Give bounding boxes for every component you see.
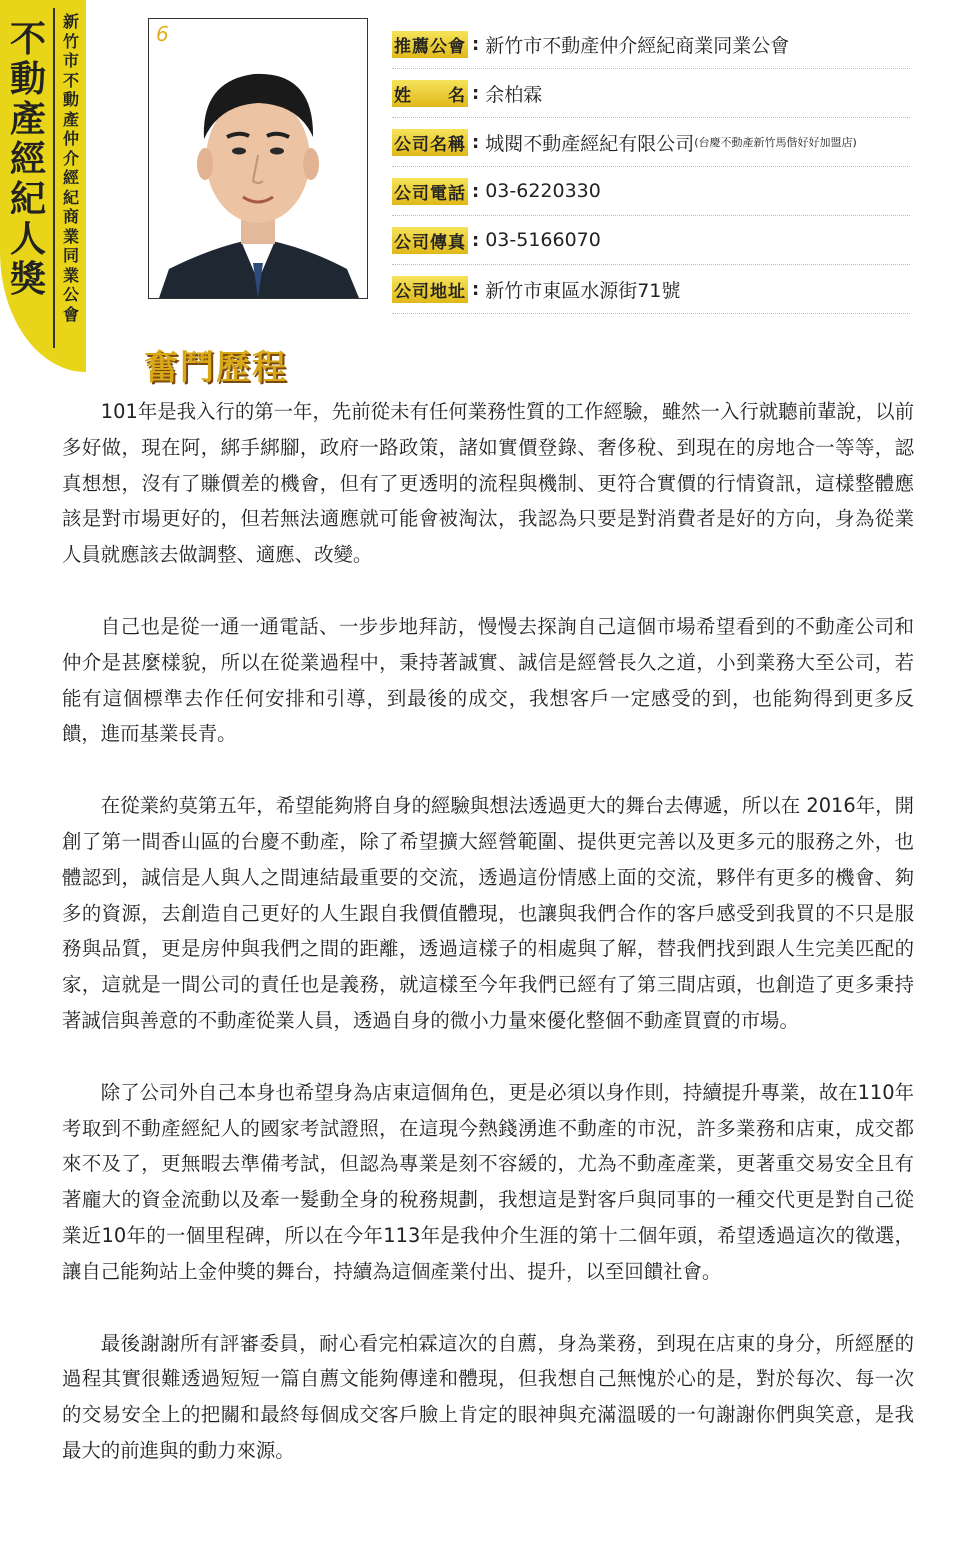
info-label: 公司電話 (392, 178, 468, 205)
info-row-phone (392, 167, 910, 216)
portrait-photo (148, 18, 368, 299)
nominee-info (392, 20, 910, 314)
essay-body (62, 394, 914, 1505)
award-title: 不動產經紀人獎 (9, 19, 46, 300)
info-colon: : (472, 131, 480, 153)
info-value: 新竹市東區水源街71號 (485, 279, 681, 302)
paragraph: 在從業約莫第五年，希望能夠將自身的經驗與想法透過更大的舞台去傳遞，所以在 2016年，開創了第一間香山區的台慶不動產，除了希望擴大經營範圍、提供更完善以及更多元的服務之外，也體認到，誠信是人與人之間連結最重要的交流，透過這份情感上面的交流，夥伴有更多的機會、夠多的資源，去創造自己更好的人生跟自我價值體現，也讓與我們合作的客戶感受到我買的不只是服務與品質，更是房仲與我們之間的距離，透過這樣子的相處與了解，替我們找到跟人生完美匹配的家，這就是一間公司的責任也是義務，就這樣至今年我們已經有了第三間店頭，也創造了更多秉持著誠信與善意的不動產從業人員，透過自身的微小力量來優化整個不動產買賣的市場。 (62, 794, 914, 1032)
info-colon: : (472, 82, 480, 104)
photo-corner-mark: 6 (156, 22, 169, 46)
info-label: 公司名稱 (392, 129, 468, 156)
info-colon: : (472, 278, 480, 300)
info-row-fax (392, 216, 910, 265)
info-value: 余柏霖 (485, 83, 543, 106)
info-label: 姓名 (392, 80, 468, 107)
info-value: 03-6220330 (485, 180, 601, 202)
info-colon: : (472, 33, 480, 55)
paragraph: 最後謝謝所有評審委員，耐心看完柏霖這次的自薦，身為業務，到現在店東的身分，所經歷的過程其實很難透過短短一篇自薦文能夠傳達和體現，但我想自己無愧於心的是，對於每次、每一次的交易安全上的把關和最終每個成交客戶臉上肯定的眼神與充滿溫暖的一句謝謝你們與笑意，是我最大的前進與的動力來源。 (62, 1331, 914, 1462)
info-value: 城閱不動產經紀有限公司 (485, 132, 695, 155)
info-label: 公司地址 (392, 276, 468, 303)
section-title: 奮鬥歷程 (144, 348, 288, 388)
info-label: 推薦公會 (392, 31, 468, 58)
info-label: 公司傳真 (392, 227, 468, 254)
info-value: 03-5166070 (485, 229, 601, 251)
info-row-association (392, 20, 910, 69)
paragraph: 101年是我入行的第一年，先前從未有任何業務性質的工作經驗，雖然一入行就聽前輩說，以前多好做，現在阿，綁手綁腳，政府一路政策，諸如實價登錄、奢侈稅、到現在的房地合一等等，認真想想，沒有了賺價差的機會，但有了更透明的流程與機制、更符合實價的行情資訊，這樣整體應該是對市場更好的，但若無法適應就可能會被淘汰，我認為只要是對消費者是好的方向，身為從業人員就應該去做調整、適應、改變。 (62, 400, 914, 567)
paragraph: 除了公司外自己本身也希望身為店東這個角色，更是必須以身作則，持續提升專業，故在110年考取到不動產經紀人的國家考試證照，在這現今熱錢湧進不動產的市況，許多業務和店東，成交都來不及了，更無暇去準備考試，但認為專業是刻不容緩的，尤為不動產產業，更著重交易安全且有著龐大的資金流動以及牽一髮動全身的稅務規劃，我想這是對客戶與同事的一種交代更是對自己從業近10年的一個里程碑，所以在今年113年是我仲介生涯的第十二個年頭，希望透過這次的徵選，讓自己能夠站上金仲獎的舞台，持續為這個產業付出、提升，以至回饋社會。 (62, 1080, 914, 1283)
info-value: 新竹市不動產仲介經紀商業同業公會 (485, 34, 790, 57)
info-row-company (392, 118, 910, 167)
info-note: (台慶不動產新竹馬偕好好加盟店) (694, 136, 857, 149)
banner-divider (53, 8, 55, 348)
award-banner (0, 0, 86, 372)
info-row-address (392, 265, 910, 314)
info-row-name (392, 69, 910, 118)
association-name-vertical: 新竹市不動產仲介經紀商業同業公會 (62, 12, 79, 324)
info-colon: : (472, 229, 480, 251)
info-colon: : (472, 180, 480, 202)
paragraph: 自己也是從一通一通電話、一步步地拜訪，慢慢去探詢自己這個市場希望看到的不動產公司和仲介是甚麼樣貌，所以在從業過程中，秉持著誠實、誠信是經營長久之道，小到業務大至公司，若能有這個標準去作任何安排和引導，到最後的成交，我想客戶一定感受的到，也能夠得到更多反饋，進而基業長青。 (62, 614, 914, 746)
